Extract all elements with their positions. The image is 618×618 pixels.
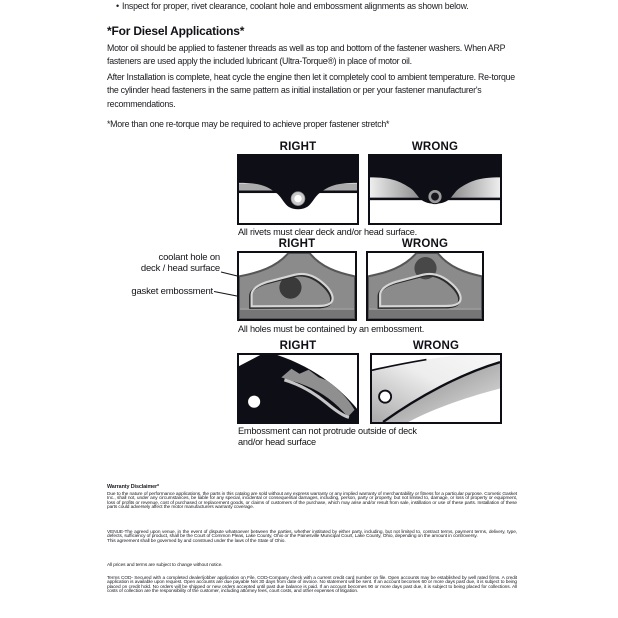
holes-caption: All holes must be contained by an embossment. [238,324,425,334]
rivets-wrong-diagram [368,154,502,225]
bullet-line [116,1,469,11]
warranty-governed-line: This agreement shall be governed by and construed under the laws of the State of Ohio. [107,538,286,544]
holes-right-label: RIGHT [278,238,316,250]
embossment-right-label: RIGHT [279,340,317,352]
rivet-clears-deck-illustration [239,156,357,223]
holes-right-diagram [237,251,357,321]
coolant-hole-label [100,253,220,274]
warranty-venue-paragraph: VENUE-The agreed upon venue, in the event of dispute whatsoever between the parties, whether instituted by either party, including, but not limited to, contract terms, payment terms, delivery, type, defects, sufficiency of product, shall be the Court of Common Pleas, Lake County, Ohio or the Painesville Municipal Court, Lake County, Ohio, depending on the amount in controversy. [107,530,517,540]
bullet-text: Inspect for proper, rivet clearance, coolant hole and embossment alignments as shown below. [121,1,469,11]
warranty-venue-block [107,531,517,544]
embossment-caption-line1: Embossment can not protrude outside of deck [238,426,417,436]
embossment-wrong-label: WRONG [412,340,460,352]
hole-outside-embossment-illustration [368,253,482,319]
embossment-caption-line2: and/or head surface [238,437,316,447]
holes-wrong-diagram [366,251,484,321]
rivets-right-label: RIGHT [279,141,317,153]
coolant-hole-label-line1: coolant hole on [158,252,220,263]
embossment-caption [238,426,468,448]
embossment-wrong-diagram [370,353,502,424]
embossment-protruding-illustration [372,355,500,422]
warranty-terms-paragraph: Terms COD- Secured with a completed dealer/jobber application on File, COD-Company check with a current credit card number on file. Open accounts may be established by well rated firms. A credit application is available upon request. Open accounts are due payable Net 30 days from date of invoice. No statement will be sent. If an account becomes 60 or more days past due, it is subject to being placed on credit hold. No orders will be shipped or new orders accepted until past due balance is paid. If an account becomes 90 or more days past due, it is subject to being placed for collections. All costs of collection are the responsibility of the customer, including attorney fees, court costs, and other expenses of litigation. [107,576,517,595]
warranty-prices-line: All prices and terms are subject to change without notice. [107,563,223,568]
embossment-right-diagram [237,353,359,424]
coolant-hole-label-line2: deck / head surface [140,262,220,274]
embossment-inside-deck-illustration [239,355,357,422]
gasket-embossment-label: gasket embossment [131,286,213,297]
warranty-heading: Warranty Disclaimer* [107,484,160,490]
rivets-caption: All rivets must clear deck and/or head surface. [238,227,418,237]
bullet-icon: • [116,1,119,11]
diesel-applications-heading: *For Diesel Applications* [107,24,245,38]
warranty-disclaimer-paragraph: Due to the nature of performance applications, the parts in this catalog are sold without any express warranty or any implied warranty of merchantability or fitness for a particular purpose. Cometic Gasket Inc., shall not, under any circumstances, be liable for any special, incidental or consequential damages, including, person, party or property, but not limited to, damage, or loss of property or equipment, loss of profits or revenue, cost of purchased or replacement goods, or claims of customers of the purchase, which may arise and/or result from sale, instillation or use of these parts. Installation of these parts could adversely affect the motor manufacturers warranty coverage. [107,492,517,511]
motor-oil-paragraph: Motor oil should be applied to fastener threads as well as top and bottom of the fastener washers. When ARP fasteners are used apply the included lubricant (Ultra-Torque®) in place of motor oil. [107,43,506,67]
rivets-right-diagram [237,154,359,225]
hole-inside-embossment-illustration [239,253,355,319]
heat-cycle-paragraph: After Installation is complete, heat cycle the engine then let it completely cool to ambient temperature. Re-torque the cylinder head fasteners in the same pattern as initial installation or per your fastener manufacturer's recommendations. [107,72,515,109]
holes-wrong-label: WRONG [401,238,449,250]
rivets-wrong-label: WRONG [411,141,459,153]
rivet-hits-deck-illustration [370,156,500,223]
retorque-note: *More than one re-torque may be required to achieve proper fastener stretch* [107,119,390,129]
